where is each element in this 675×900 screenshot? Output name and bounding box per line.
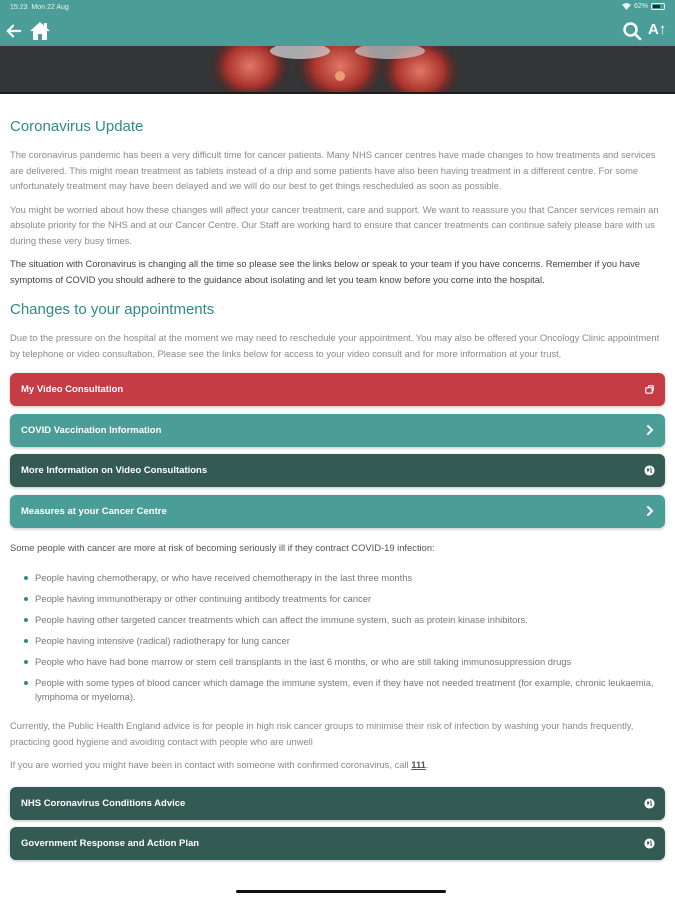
list-item: People who have had bone marrow or stem cell transplants in the last 6 months, or who are still taking immunosuppression drugs — [24, 655, 665, 669]
banner-divider — [0, 92, 675, 94]
globe-icon — [644, 465, 655, 476]
contact-advice: If you are worried you might have been in contact with someone with confirmed coronavirus, call 111. — [10, 759, 429, 770]
section-title-appointments: Changes to your appointments — [10, 301, 215, 318]
app-header — [0, 0, 675, 46]
chevron-right-icon — [645, 424, 655, 436]
list-item: People having intensive (radical) radiotherapy for lung cancer — [24, 634, 665, 648]
button-label: Government Response and Action Plan — [21, 838, 200, 849]
list-item: People having chemotherapy, or who have received chemotherapy in the last three months — [24, 571, 665, 585]
paragraph-reassurance: You might be worried about how these changes will affect your cancer treatment, care and support. We want to reassure you that Cancer services remain an absolute priority for the NHS and at our Cancer Centre. Our Staff are working hard to ensure that cancer treatments can continue safely please bare with us during these very busy times. — [10, 203, 659, 246]
battery-icon — [651, 3, 665, 10]
home-icon[interactable] — [29, 20, 51, 42]
button-label: More Information on Video Consultations — [21, 465, 208, 476]
button-label: COVID Vaccination Information — [21, 424, 162, 436]
phe-advice: Currently, the Public Health England advice is for people in high risk cancer groups to minimise their risk of infection by washing your hands frequently, practicing good hygiene and avoiding contact with people who are unwell — [10, 720, 634, 747]
nhs-conditions-advice-button[interactable] — [10, 787, 665, 820]
section-title-coronavirus-update: Coronavirus Update — [10, 118, 144, 135]
covid-vaccination-button[interactable] — [10, 414, 665, 447]
call-111-link[interactable]: 111 — [411, 759, 426, 770]
font-size-button[interactable]: A↑ — [648, 21, 667, 38]
search-icon[interactable] — [622, 21, 642, 41]
list-item: People having immunotherapy or other continuing antibody treatments for cancer — [24, 592, 665, 606]
video-consultation-info-button[interactable] — [10, 454, 665, 487]
cancer-centre-measures-button[interactable] — [10, 495, 665, 528]
header-banner-image — [0, 46, 675, 93]
paragraph-intro: The coronavirus pandemic has been a very difficult time for cancer patients. Many NHS cancer centres have made changes to how treatments and services are delivered. This might mean treatment as tablets instead of a drip and some patients have also been having treatment in a different centre. For some unfortunately treatment may have been delayed and we will do our best to get things rescheduled as soon as possible. — [10, 149, 656, 191]
chevron-right-icon — [645, 505, 655, 517]
home-indicator[interactable] — [236, 890, 446, 893]
my-video-consultation-button[interactable] — [10, 373, 665, 406]
main-content — [10, 118, 665, 868]
government-response-button[interactable] — [10, 827, 665, 860]
globe-icon — [644, 838, 655, 849]
paragraph-appointments: Due to the pressure on the hospital at the moment we may need to reschedule your appointment. You may also be offered your Oncology Clinic appointment by telephone or video consultation. Please see the links below for access to your video consult and for more information at your trust. — [10, 332, 660, 359]
button-label: NHS Coronavirus Conditions Advice — [21, 797, 186, 809]
video-call-icon — [644, 384, 655, 395]
virus-image — [0, 46, 675, 93]
list-item: People with some types of blood cancer which damage the immune system, even if they have not needed treatment (for example, chronic leukaemia, lymphoma or myeloma). — [24, 676, 665, 704]
arrow-left-icon[interactable] — [5, 22, 23, 40]
paragraph-situation: The situation with Coronavirus is changing all the time so please see the links below or speak to your team if you have concerns. Remember if you have symptoms of COVID you should adhere to the guidance about isolating and let you team know before you come into the hospital. — [10, 258, 641, 285]
globe-icon — [644, 798, 655, 809]
battery-percent: 62% — [633, 3, 648, 10]
button-label: My Video Consultation — [21, 384, 124, 395]
button-label: Measures at your Cancer Centre — [21, 505, 167, 517]
status-time: 15:23 Mon 22 Aug — [10, 4, 69, 11]
wifi-icon — [622, 3, 631, 10]
risk-list — [24, 571, 665, 704]
list-item: People having other targeted cancer treatments which can affect the immune system, such as protein kinase inhibitors. — [24, 613, 665, 627]
status-indicators — [622, 3, 665, 10]
risk-intro: Some people with cancer are more at risk of becoming seriously ill if they contract COVID-19 infection: — [10, 541, 435, 553]
